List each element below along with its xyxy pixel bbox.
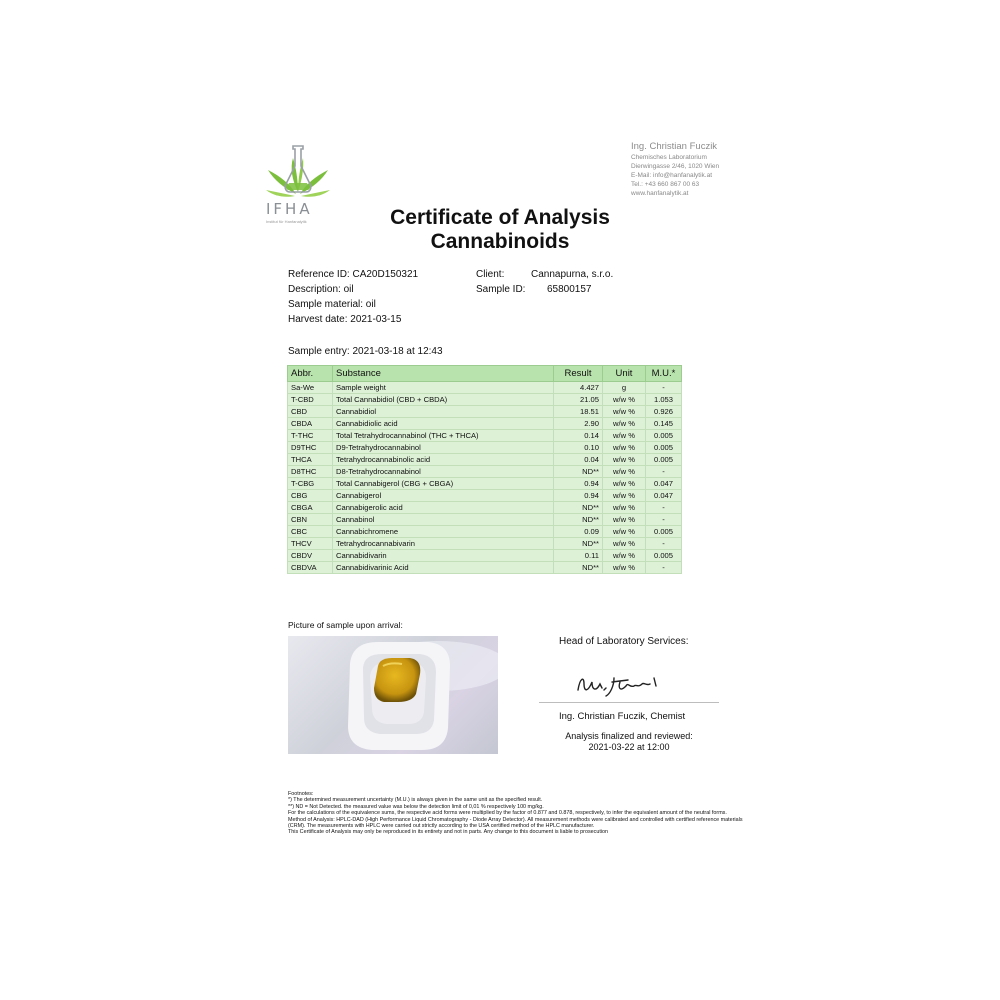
cell-mu: 0.005 [646, 526, 682, 538]
table-row [288, 502, 682, 514]
lab-line: www.hanfanalytik.at [631, 190, 689, 197]
table-row [288, 454, 682, 466]
cell-substance: Cannabinol [333, 514, 554, 526]
cell-abbr: T-CBG [288, 478, 333, 490]
chemist-name: Ing. Christian Fuczik, Chemist [559, 711, 686, 722]
header-unit: Unit [603, 366, 646, 382]
sample-dish-image [288, 636, 498, 754]
cell-substance: Cannabidivarin [333, 550, 554, 562]
head-of-lab-label: Head of Laboratory Services: [559, 636, 689, 647]
cell-result: ND** [554, 562, 603, 574]
cell-unit: w/w % [603, 454, 646, 466]
cell-abbr: CBG [288, 490, 333, 502]
table-row [288, 538, 682, 550]
cell-result: 4.427 [554, 382, 603, 394]
cell-result: ND** [554, 514, 603, 526]
cell-result: 18.51 [554, 406, 603, 418]
cell-mu: 0.005 [646, 550, 682, 562]
footnote-line: For the calculations of the equivalence sums, the respective acid forms were multiplied by the factor of 0.877 and 0.878, respectively, to infer the equivalent amount of the neutral forms. [288, 810, 727, 817]
table-row [288, 466, 682, 478]
cell-mu: 0.005 [646, 454, 682, 466]
cell-result: ND** [554, 538, 603, 550]
cell-result: 0.10 [554, 442, 603, 454]
logo-subtitle: Institut für Hanfanalytik [266, 219, 307, 224]
cell-abbr: CBDV [288, 550, 333, 562]
footnote-line: Method of Analysis: HPLC-DAD (High Performance Liquid Chromatography - Diode Array Detector). All measurement methods were calibrated and controlled with certified reference materials (CRM). The measurements with HPLC were carried out strictly according to the USA certified method of the HPLC manufacturer. [288, 816, 743, 830]
cell-substance: Cannabidiolic acid [333, 418, 554, 430]
cell-result: 21.05 [554, 394, 603, 406]
footnote-line: *) The determined measurement uncertainty (M.U.) is always given in the same unit as the specified result. [288, 797, 543, 804]
reference-id: Reference ID: CA20D150321 [288, 269, 419, 280]
cell-abbr: T-THC [288, 430, 333, 442]
cell-unit: w/w % [603, 562, 646, 574]
cell-mu: 1.053 [646, 394, 682, 406]
cell-mu: 0.926 [646, 406, 682, 418]
title-line-1: Certificate of Analysis [390, 206, 610, 229]
finalized-label: Analysis finalized and reviewed: [565, 731, 693, 741]
cell-abbr: D9THC [288, 442, 333, 454]
cell-result: 0.11 [554, 550, 603, 562]
cell-unit: w/w % [603, 394, 646, 406]
cell-mu: - [646, 562, 682, 574]
cell-mu: - [646, 514, 682, 526]
table-row [288, 406, 682, 418]
cell-abbr: D8THC [288, 466, 333, 478]
cell-substance: Total Cannabidiol (CBD + CBDA) [333, 394, 554, 406]
cell-unit: g [603, 382, 646, 394]
lab-address-block [631, 142, 719, 198]
cell-unit: w/w % [603, 490, 646, 502]
sample-id-label: Sample ID: [476, 284, 526, 295]
description: Description: oil [288, 284, 354, 295]
results-table [287, 365, 682, 574]
cell-result: 0.94 [554, 490, 603, 502]
cell-mu: 0.047 [646, 478, 682, 490]
cell-unit: w/w % [603, 502, 646, 514]
cell-unit: w/w % [603, 550, 646, 562]
table-row [288, 382, 682, 394]
footnote-line: This Certificate of Analysis may only be reproduced in its entirety and not in parts. Any change to this document is liable to prosecution [288, 829, 609, 836]
cell-result: 0.09 [554, 526, 603, 538]
cell-unit: w/w % [603, 526, 646, 538]
cell-unit: w/w % [603, 442, 646, 454]
lab-line: Tel.: +43 660 867 00 63 [631, 181, 700, 188]
cell-mu: 0.005 [646, 430, 682, 442]
table-row [288, 550, 682, 562]
table-row [288, 526, 682, 538]
lab-line: Dierwingasse 2/46, 1020 Wien [631, 163, 720, 170]
cell-substance: Cannabidivarinic Acid [333, 562, 554, 574]
footnote-line: **) ND = Not Detected. the measured value was below the detection limit of 0,01 % respectively 100 mg/kg. [288, 803, 544, 810]
sample-meta-right [476, 267, 676, 297]
cell-abbr: CBN [288, 514, 333, 526]
cell-unit: w/w % [603, 538, 646, 550]
cell-unit: w/w % [603, 406, 646, 418]
lab-name: Ing. Christian Fuczik [631, 141, 718, 152]
lab-line: Chemisches Laboratorium [631, 154, 707, 161]
cell-substance: Tetrahydrocannabinolic acid [333, 454, 554, 466]
cell-abbr: CBGA [288, 502, 333, 514]
cell-abbr: T-CBD [288, 394, 333, 406]
cell-substance: Total Cannabigerol (CBG + CBGA) [333, 478, 554, 490]
sample-material: Sample material: oil [288, 299, 376, 310]
cell-unit: w/w % [603, 466, 646, 478]
cell-unit: w/w % [603, 418, 646, 430]
header-substance: Substance [333, 366, 554, 382]
title-line-2: Cannabinoids [430, 230, 570, 253]
table-row [288, 562, 682, 574]
cell-substance: D8-Tetrahydrocannabinol [333, 466, 554, 478]
cell-result: 0.04 [554, 454, 603, 466]
logo-wordmark: IFHA [266, 200, 313, 218]
picture-label: Picture of sample upon arrival: [288, 620, 403, 630]
cell-mu: 0.047 [646, 490, 682, 502]
table-row [288, 394, 682, 406]
signature-icon [570, 668, 680, 700]
cell-mu: - [646, 382, 682, 394]
finalized-note [540, 731, 718, 753]
sample-entry: Sample entry: 2021-03-18 at 12:43 [288, 346, 443, 357]
table-row [288, 514, 682, 526]
cell-substance: Sample weight [333, 382, 554, 394]
cell-substance: Total Tetrahydrocannabinol (THC + THCA) [333, 430, 554, 442]
finalized-date: 2021-03-22 at 12:00 [588, 742, 670, 752]
table-row [288, 478, 682, 490]
cell-substance: D9-Tetrahydrocannabinol [333, 442, 554, 454]
harvest-date: Harvest date: 2021-03-15 [288, 314, 402, 325]
signature-line [539, 702, 719, 703]
cell-result: 0.94 [554, 478, 603, 490]
table-header-row [288, 366, 682, 382]
cell-abbr: THCV [288, 538, 333, 550]
header-abbr: Abbr. [288, 366, 333, 382]
sample-photo [288, 636, 498, 754]
cell-unit: w/w % [603, 514, 646, 526]
table-row [288, 418, 682, 430]
client-value: Cannapurna, s.r.o. [531, 269, 614, 280]
cell-mu: 0.145 [646, 418, 682, 430]
cell-abbr: THCA [288, 454, 333, 466]
document-title [300, 206, 700, 254]
lab-line: E-Mail: info@hanfanalytik.at [631, 172, 713, 179]
cell-substance: Cannabidiol [333, 406, 554, 418]
cell-unit: w/w % [603, 478, 646, 490]
cell-abbr: CBDVA [288, 562, 333, 574]
cell-mu: - [646, 502, 682, 514]
header-mu: M.U.* [646, 366, 682, 382]
header-result: Result [554, 366, 603, 382]
footnote-line: Footnotes: [288, 791, 314, 797]
cell-result: ND** [554, 466, 603, 478]
client-label: Client: [476, 269, 505, 280]
cell-abbr: CBD [288, 406, 333, 418]
cell-mu: 0.005 [646, 442, 682, 454]
cell-mu: - [646, 466, 682, 478]
cell-result: 0.14 [554, 430, 603, 442]
table-row [288, 430, 682, 442]
footnotes [288, 791, 748, 836]
cell-substance: Tetrahydrocannabivarin [333, 538, 554, 550]
cell-substance: Cannabigerolic acid [333, 502, 554, 514]
cell-mu: - [646, 538, 682, 550]
cell-abbr: CBC [288, 526, 333, 538]
cell-substance: Cannabichromene [333, 526, 554, 538]
cell-unit: w/w % [603, 430, 646, 442]
cell-substance: Cannabigerol [333, 490, 554, 502]
cell-abbr: Sa-We [288, 382, 333, 394]
table-row [288, 442, 682, 454]
sample-id-value: 65800157 [547, 284, 592, 295]
cell-result: 2.90 [554, 418, 603, 430]
cell-abbr: CBDA [288, 418, 333, 430]
sample-meta-left [288, 267, 418, 327]
table-row [288, 490, 682, 502]
cell-result: ND** [554, 502, 603, 514]
